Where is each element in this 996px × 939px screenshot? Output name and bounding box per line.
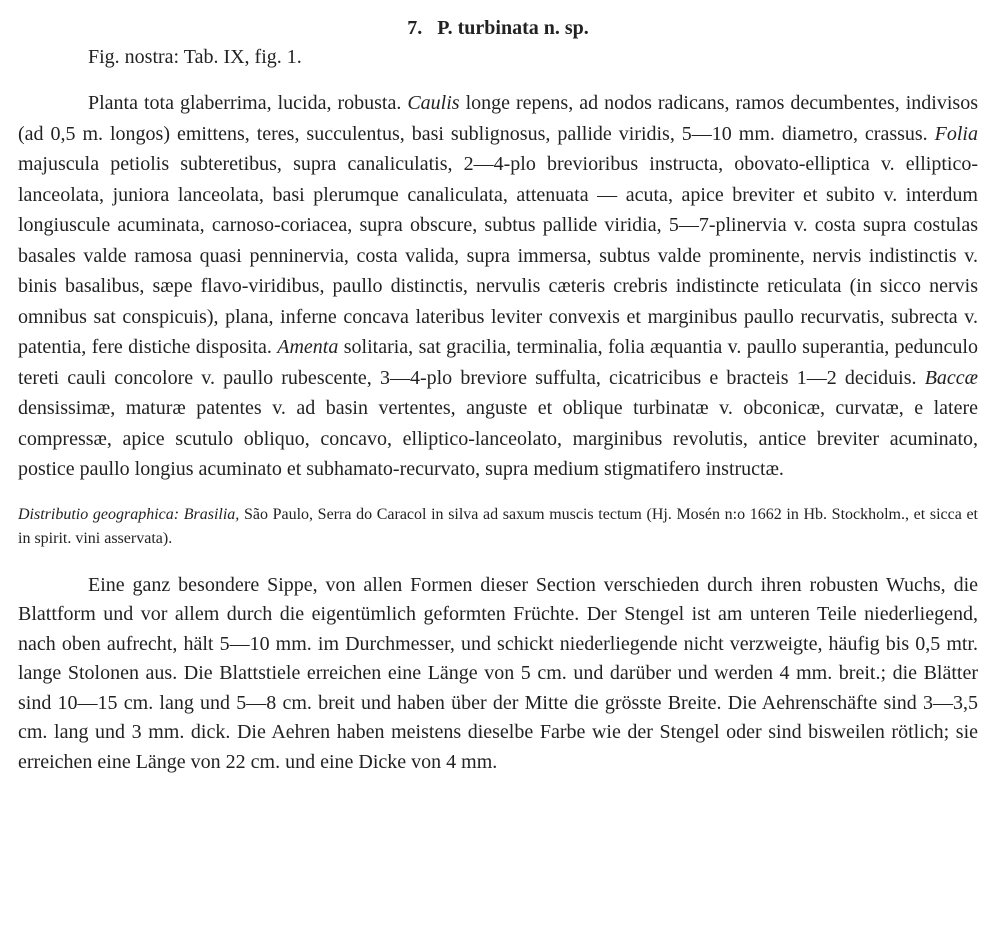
latin-description-segment: solitaria, sat gracilia, terminalia, folia æquantia v. paullo superantia, pedunculo tereti cauli concolore v. paullo rubescente, 3—4-plo breviore suffulta, cicatricibus e bracteis 1—2 deciduis. [18, 336, 978, 389]
species-number: 7. [407, 17, 423, 39]
distribution-segment: São Paulo, Serra do Caracol in silva ad saxum muscis tectum (Hj. Mosén n:o 1662 in Hb. Stockholm., et sicca et in spirit. vini asservata). [18, 505, 979, 547]
species-heading [18, 14, 978, 42]
distribution-segment: Distributio geographica: Brasilia, [18, 505, 240, 523]
latin-description-segment: Baccæ [924, 366, 978, 389]
latin-description-segment: Amenta [277, 336, 339, 358]
latin-description-segment: longe repens, ad nodos radicans, ramos decumbentes, indivisos (ad 0,5 m. longos) emittens, teres, succulentus, basi sublignosus, pallide viridis, 5—10 mm. diametro, crassus. [18, 92, 978, 145]
latin-description [18, 88, 978, 485]
species-name: P. turbinata [437, 17, 539, 39]
species-suffix: n. sp. [543, 17, 589, 39]
figure-reference: Fig. nostra: Tab. IX, fig. 1. [88, 46, 302, 68]
latin-description-segment: Caulis [407, 92, 460, 114]
latin-description-segment: Folia [934, 122, 978, 145]
latin-description-segment: majuscula petiolis subteretibus, supra canaliculatis, 2—4-plo brevioribus instructa, obovato-elliptica v. elliptico-lanceolata, juniora lanceolata, basi plerumque canaliculata, attenuata — acuta, apice breviter et subito v. interdum longiuscule acuminata, carnoso-coriacea, supra obscure, subtus pallide viridia, 5—7-plinervia v. costa supra costulas basales valde ramosa quasi penninervia, costa valida, supra immersa, subtus valde prominente, nervis indistinctis v. binis basalibus, sæpe flavo-viridibus, paullo distinctis, nervulis cæteris crebris indistincte reticulata (in sicco nervis omnibus sat conspicuis), plana, inferne concava lateribus leviter convexis et marginibus paullo recurvatis, subrecta v. patentia, fere distiche disposita. [18, 153, 978, 358]
distribution-note [18, 503, 978, 551]
german-description: Eine ganz besondere Sippe, von allen Formen dieser Section verschieden durch ihren robusten Wuchs, die Blattform und vor allem durch die eigentümlich geformten Früchte. Der Stengel ist am unteren Teile niederliegend, nach oben aufrecht, hält 5—10 mm. im Durchmesser, und schickt niederliegende nicht verzweigte, häufig bis 0,5 mtr. lange Stolonen aus. Die Blattstiele erreichen eine Länge von 5 cm. und darüber und werden 4 mm. breit.; die Blätter sind 10—15 cm. lang und 5—8 cm. breit und haben über der Mitte die grösste Breite. Die Aehrenschäfte sind 3—3,5 cm. lang und 3 mm. dick. Die Aehren haben meistens dieselbe Farbe wie der Stengel oder sind bisweilen rötlich; sie erreichen eine Länge von 22 cm. und eine Dicke von 4 mm. [18, 573, 978, 773]
latin-description-segment: Planta tota glaberrima, lucida, robusta. [88, 92, 408, 114]
latin-description-segment: densissimæ, maturæ patentes v. ad basin vertentes, anguste et oblique turbinatæ v. obconicæ, curvatæ, e latere compressæ, apice scutulo obliquo, concavo, elliptico-lanceolato, marginibus revolutis, antice breviter acuminato, postice paullo longius acuminato et subhamato-recurvato, supra medium stigmatifero instructæ. [18, 397, 978, 480]
